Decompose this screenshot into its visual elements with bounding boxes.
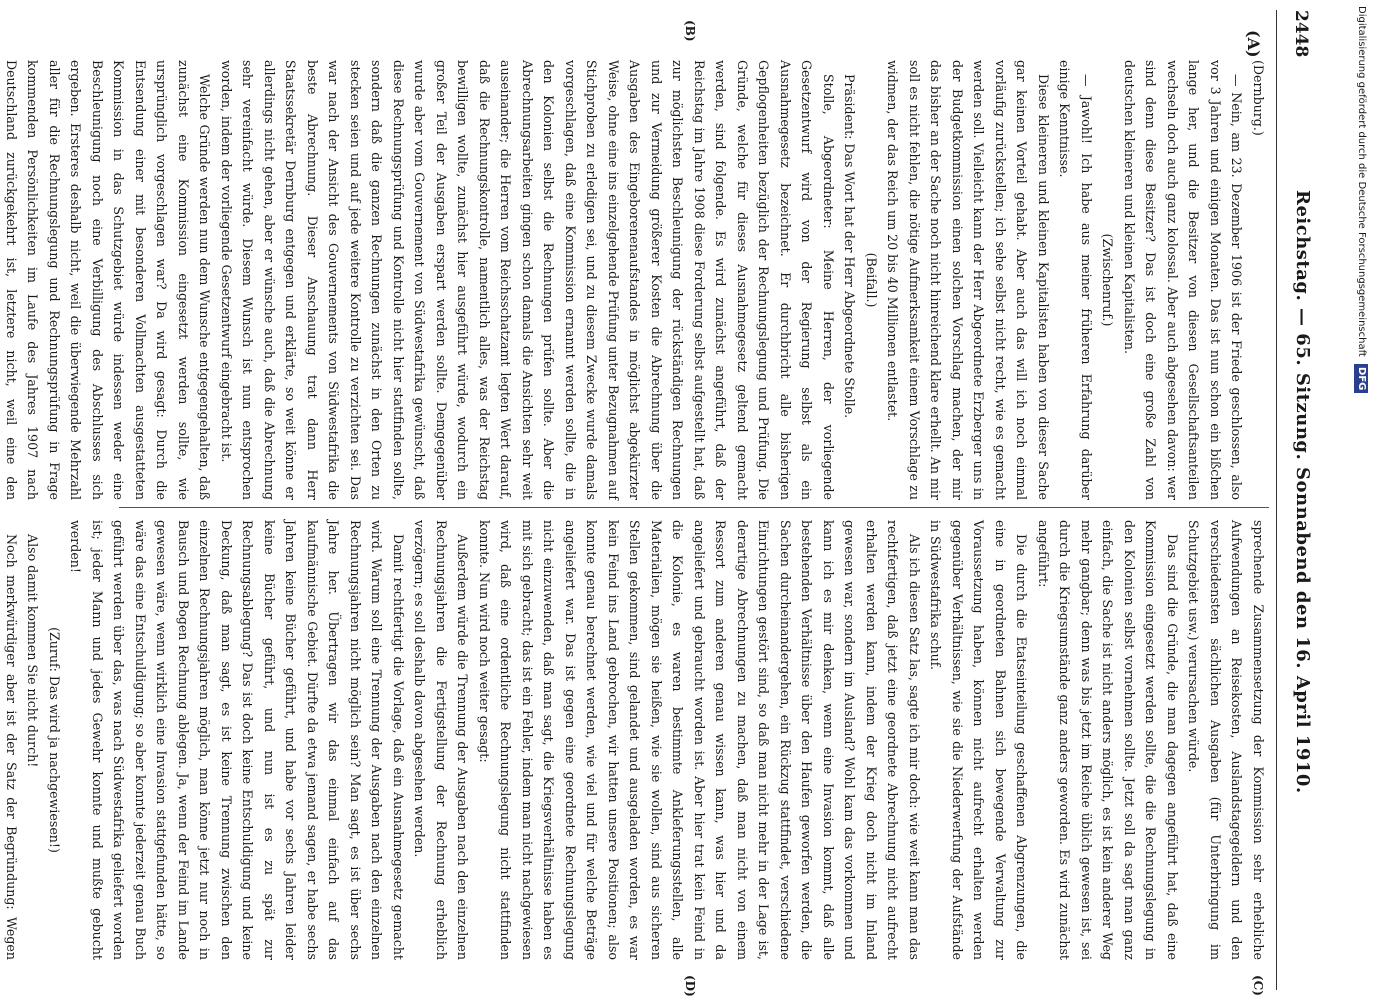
paragraph: — Jawohl! Ich habe aus meiner früheren Erfahrung darüber einige Kenntnisse.	[1057, 60, 1094, 500]
speaker-name: (Dernburg.)	[1251, 60, 1266, 136]
digitization-credit	[1348, 6, 1374, 806]
rotated-content	[4, 0, 1325, 1000]
paragraph: Noch merkwürdiger aber ist der Satz der Begründung: Wegen	[4, 534, 19, 960]
paragraph: Also damit kommen Sie nicht durch!	[25, 534, 41, 768]
interjection: (Beifall.)	[864, 252, 879, 308]
text-column-right	[4, 520, 1269, 960]
header-rule	[1276, 10, 1277, 990]
paragraph: Als ich diesen Satz las, sagte ich mir doch: wie weit kann man das rechtfertigen, daß jetzt eine geordnete Abrechnung nicht aufrecht erhalten werden kann, indem der Krieg doch nicht im Inland gewesen war, sondern im Ausland? Wohl kam das vorkommen und kann ich es mir denken, wenn eine Invasion kommt, daß alle bestehenden Verhältnisse über den Haufen geworfen werden, die Sachen durcheinandergehen, ein Rückzug stattfindet, verschiedene Einrichtungen gestört sind, so daß man nicht mehr in der Lage ist, derartige Abrechnungen zu machen, daß man nicht von einem Ressort zum anderen genau wissen kann, was hier und da angeliefert und gebraucht worden ist. Aber hier trat kein Feind in die Kolonie, es waren bestimmte Ankleferungsstellen, alle Materialien, mögen sie heißen, wie sie wollen, sind aus sicheren Stellen gekommen, sind gelandet und ausgeladen worden, es war kein Feind ins Land gebrochen, wir hatten unsere Positionen; also konnte genau berechnet werden, wie viel und für welche Beträge angeliefert war. Das ist gegen eine geordnete Rechnungslegung nicht einzuwenden, daß man sagt, die Kriegsverhältnisse haben es mit sich gebracht; das ist ein Fehler, indem man nicht nachgewiesen wird, daß eine ordentliche Rechnungslegung nicht stattfinden konnte. Nun wird noch weiter gesagt:	[477, 520, 922, 960]
running-header	[1277, 10, 1317, 990]
text-column-left	[4, 60, 1269, 500]
paragraph: Das sind die Gründe, die man dagegen angeführt hat, daß eine Kommission eingesetzt werden sollte, die die Rechnungslegung in den Kolonien selbst vornehmen sollte. Jetzt soll da sagt man ganz einfach, die Sache ist nicht anders möglich, es ist kein anderer Weg mehr gangbar; denn was bis jetzt im Reiche üblich gewesen ist, sei durch die Kriegsumstände ganz anders geworden. Es wird zunächst angeführt:	[1036, 520, 1180, 960]
paragraph: sprechende Zusammensetzung der Kommission sehr erhebliche Aufwendungen an Reisekosten, Auslandstagegeldern und den verschiedensten sächlichen Ausgaben (für Unterbringung im Schutzgebiet usw.) verursachen würde.	[1186, 520, 1266, 960]
credit-text: Digitalisierung gefördert durch die Deutsche Forschungsgemeinschaft	[1356, 6, 1367, 357]
margin-marker-a: (A)	[1244, 30, 1263, 58]
paragraph: Stolle, Abgeordneter: Meine Herren, der vorliegende Gesetzentwurf wird von der Regierung selbst als ein Ausnahmegesetz bezeichnet. Er durchbricht alle bisherigen Gepflogenheiten bezüglich der Rechnungslegung und Prüfung. Die Gründe, welche für dieses Ausnahmegesetz geltend gemacht werden, sind folgende. Es wird zunächst angeführt, daß der Reichstag im Jahre 1908 diese Forderung selbst aufgestellt hat, daß zur möglichsten Beschleunigung der rückständigen Rechnungen und zur Vermeidung größerer Kosten die Abrechnung über die Ausgaben des Eingeborenenaufstandes in möglichst abgekürzter Weise, ohne eine ins einzelgehende Prüfung unter Bezugnahmen auf Stichproben zu erledigen sei, und zu diesem Zwecke wurde damals vorgeschlagen, daß eine Kommission ernannt werden sollte, die in den Kolonien selbst die Rechnungen prüfen sollte. Aber die Abrechnungsarbeiten gingen schon damals die Ansichten sehr weit auseinander; die Herren vom Reichsschatzamt legten Wert darauf, daß die Rechnungskontrolle, namentlich alles, was der Reichstag bewilligen wollte, zunächst hier ausgeführt würde, wodurch ein großer Teil der Ausgaben erspart werden sollte. Demgegenüber wurde aber vom Gouvernement von Südwestafrika gewünscht, daß diese Rechnungsprüfung und Kontrolle nicht hier stattfinden sollte, sondern daß die ganzen Rechnungen zunächst in den Orten zu stecken seien und auf jede weitere Kontrolle zu verzichten sei. Das war nach der Ansicht des Gouvernements von Südwestafrika die beste Abrechnung. Dieser Anschauung trat dann Herr Staatssekretär Dernburg entgegen und erklärte, so weit könne er allerdings nicht gehen, aber er wünsche auch, daß die Abrechnung sehr vereinfacht würde. Diesem Wunsch ist nun entsprochen worden, indem der vorliegende Gesetzentwurf eingebracht ist.	[219, 60, 836, 500]
column-divider	[119, 507, 1269, 508]
margin-marker-b: (B)	[683, 20, 697, 42]
paragraph: Die durch die Etatseinteilung geschaffenen Abgrenzungen, die eine in geordneten Bahnen sich bewegende Verwaltung zur Voraussetzung haben, können nicht aufrecht erhalten werden gegenüber Verhältnissen, wie sie die Niederwerfung der Aufstände in Südwestafrika schuf.	[928, 520, 1030, 960]
paragraph: Diese kleineren und kleinen Kapitalisten haben von dieser Sache gar keinen Vorteil gehabt. Aber auch das will ich noch einmal vorläufig zurückstellen; ich sehe selbst nicht recht, wie es gemacht werden soll. Vielleicht kann der Herr Abgeordnete Erzberger uns in der Budgetkommission einen solchen Vorschlag machen, der mir das bisher an der Sache noch nicht hinreichend klare erhellt. An mir soll es nicht fehlen, die nötige Aufmerksamkeit einem Vorschlage zu widmen, der das Reich um 20 bis 40 Millionen entlastet.	[885, 60, 1051, 500]
page-number: 2448	[1291, 10, 1311, 58]
paragraph: Welche Gründe werden nun dem Wunsche entgegengehalten, daß zunächst eine Kommission eingesetzt werden sollte, wie ursprünglich vorgeschlagen war? Da wird gesagt: Durch die Entsendung einer mit besonderen Vollmachten ausgestatteten Kommission in das Schutzgebiet würde indessen weder eine Beschleunigung noch eine Verbilligung des Abschlusses sich ergeben. Ersteres deshalb nicht, weil die überwiegende Mehrzahl aller für die Rechnungslegung und Rechnungsprüfung in Frage kommenden Persönlichkeiten im Laufe des Jahres 1907 nach Deutschland zurückgekehrt ist, letztere nicht, weil eine den	[4, 60, 213, 500]
paragraph: — Nein, am 23. Dezember 1906 ist der Friede geschlossen, also vor 3 Jahren und einigen Monaten. Das ist nun schon ein bißchen lange her, und die Besitzer von diesen Gesellschaftsanteilen wechseln doch auch ganz kolossal. Aber auch abgesehen davon: wer sind denn diese Besitzer? Das ist doch eine große Zahl von deutschen kleineren und kleinen Kapitalisten.	[1122, 60, 1245, 500]
interjection: (Zwischenruf.)	[1100, 233, 1116, 327]
margin-marker-d: (D)	[683, 975, 697, 997]
paragraph: Außerdem würde die Trennung der Ausgaben nach den einzelnen Rechnungsjahren die Fertigstellung der Rechnung erheblich verzögern; es soll deshalb davon abgesehen werden.	[412, 520, 471, 960]
paragraph: Damit rechtfertigt die Vorlage, daß ein Ausnahmegesetz gemacht wird. Warum soll eine Trennung der Ausgaben nach den einzelnen Rechnungsjahren nicht möglich sein? Man sagt, es ist über sechs Jahre her. Übertragen wir das einmal einfach auf das kaufmännische Gebiet. Dürfte da etwa jemand sagen, er habe sechs Jahren keine Bücher geführt, und habe vor sechs Jahren leider keine Bücher geführt, und nun ist es zu spät zur Rechnungsablegung? Das ist doch keine Entschuldigung und keine Deckung, daß man sagt, es ist keine Trennung zwischen den einzelnen Rechnungsjahren möglich, man könne jetzt nur noch in Bausch und Bogen Rechnung ablegen. Ja, wenn der Feind im Lande gewesen wäre, wenn wirklich eine Invasion stattgefunden hätte, so wäre das eine Entschuldigung; so aber konnte jederzeit genau Buch geführt werden über das, was nach Südwestafrika geliefert worden ist; jeder Mann und jedes Gewehr konnte und mußte gebucht werden!	[68, 520, 406, 960]
interjection: (Zuruf: Das wird ja nachgewiesen!)	[47, 627, 62, 853]
dfg-logo: DFG	[1354, 364, 1368, 393]
header-title: Reichstag. — 65. Sitzung. Sonnabend den 16. April 1910.	[1292, 190, 1313, 794]
paragraph: Präsident: Das Wort hat der Herr Abgeordnete Stolle.	[842, 74, 858, 419]
margin-marker-c: (C)	[1251, 975, 1265, 996]
